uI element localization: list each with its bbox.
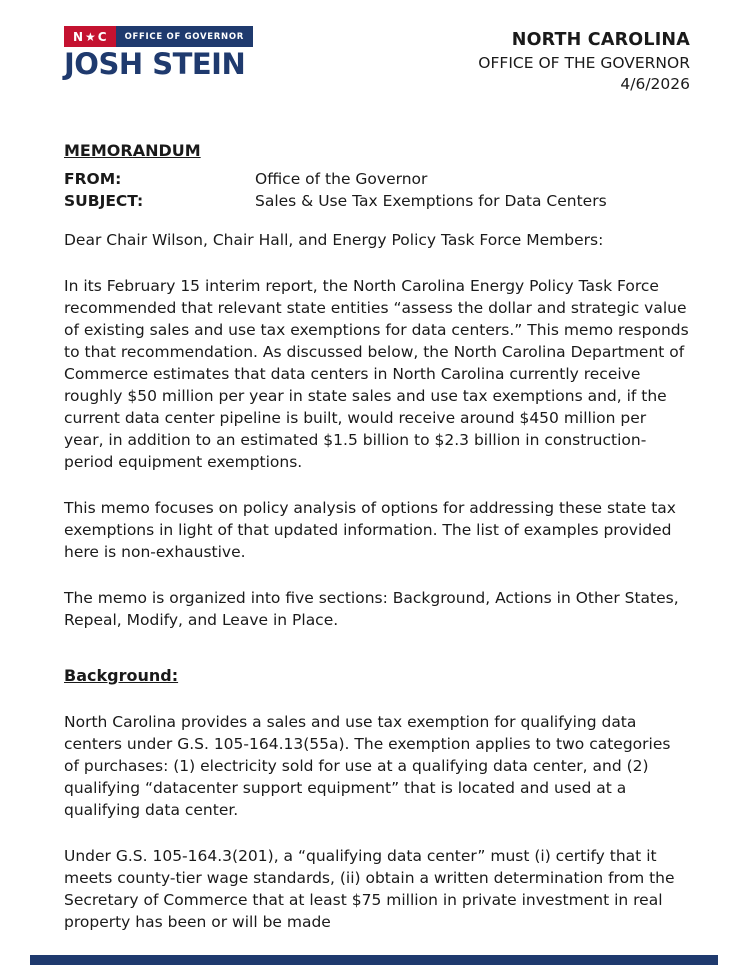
footer-accent-bar xyxy=(30,955,718,965)
governor-logo xyxy=(64,26,253,81)
section-heading-background: Background: xyxy=(64,665,179,685)
office-of-governor-banner: OFFICE OF GOVERNOR xyxy=(116,26,253,47)
paragraph-focus: This memo focuses on policy analysis of options for addressing these state tax exemptions in light of that updated information. The list of examples provided here is non-exhaustive. xyxy=(64,498,676,561)
salutation: Dear Chair Wilson, Chair Hall, and Energy Policy Task Force Members: xyxy=(64,230,604,249)
paragraph-organization: The memo is organized into five sections: Background, Actions in Other States, Repeal, Modify, and Leave in Place. xyxy=(64,588,679,629)
org-name: NORTH CAROLINA xyxy=(511,30,690,50)
from-value: Office of the Governor xyxy=(255,169,428,188)
subject-value: Sales & Use Tax Exemptions for Data Centers xyxy=(255,191,607,210)
governor-name-wordmark: JOSH STEIN xyxy=(64,47,246,81)
subject-row xyxy=(64,190,690,212)
header xyxy=(0,0,748,96)
memo-date: 4/6/2026 xyxy=(620,75,690,94)
nc-flag-mark: N★C xyxy=(64,26,116,47)
letterhead-block xyxy=(478,26,690,96)
memo-body xyxy=(0,140,748,933)
subject-label: SUBJECT: xyxy=(64,191,144,210)
background-paragraph-2: Under G.S. 105-164.3(201), a “qualifying data center” must (i) certify that it meets county-tier wage standards, (ii) obtain a written determination from the Secretary of Commerce that at least $75 million in private investment in real property has been or will be made xyxy=(64,846,675,931)
memo-title: MEMORANDUM xyxy=(64,140,201,160)
background-paragraph-1: North Carolina provides a sales and use tax exemption for qualifying data centers under G.S. 105-164.13(55a). The exemption applies to two categories of purchases: (1) electricity sold for use at a qualifying data center, and (2) qualifying “datacenter support equipment” that is located and used at a qualifying data center. xyxy=(64,712,671,819)
org-subtitle: OFFICE OF THE GOVERNOR xyxy=(478,53,690,72)
from-label: FROM: xyxy=(64,169,122,188)
from-row xyxy=(64,168,690,190)
paragraph-intro: In its February 15 interim report, the North Carolina Energy Policy Task Force recommended that relevant state entities “assess the dollar and strategic value of existing sales and use tax exemptions for data centers.” This memo responds to that recommendation. As discussed below, the North Carolina Department of Commerce estimates that data centers in North Carolina currently receive roughly $50 million per year in state sales and use tax exemptions and, if the current data center pipeline is built, would receive around $450 million per year, in addition to an estimated $1.5 billion to $2.3 billion in construction-period equipment exemptions. xyxy=(64,276,689,471)
logo-flag xyxy=(64,26,253,47)
